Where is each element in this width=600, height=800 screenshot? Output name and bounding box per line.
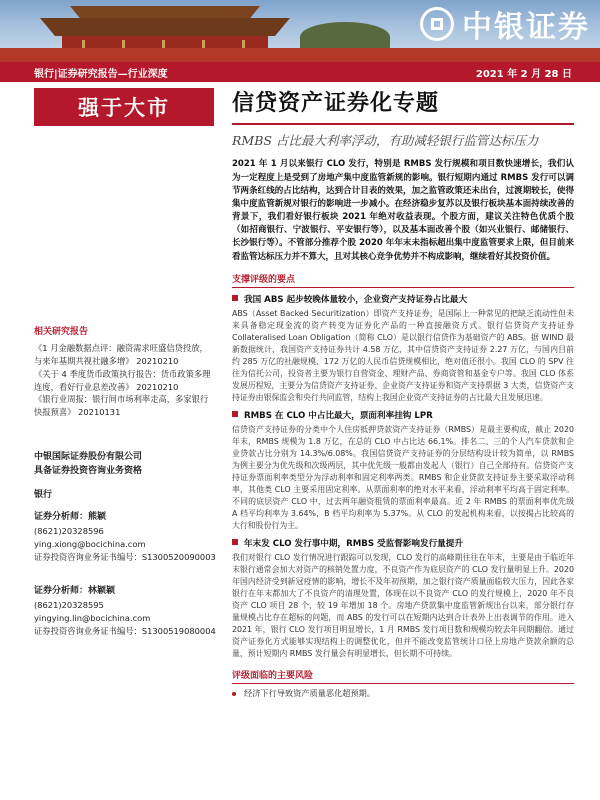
point-heading: RMBS 在 CLO 中占比最大，票面利率挂钩 LPR (232, 409, 574, 421)
header-banner-image (0, 0, 600, 62)
brand-logo (420, 2, 590, 46)
sidebar (34, 326, 216, 638)
point-body: ABS（Asset Backed Securitization）即资产支持证券，是国际上一种常见的把缺乏流动性但未来具备稳定现金流的资产转变为证券化产品的一种直接融资方式。银行信贷资产支持证券 Collateralised Loan Obligation（简称 CLO）是以银行信贷作为基础资产的 ABS。据 WIND 最新数据统计，我国资产支持证券共计 4.58 万亿，其中信贷资产支持证券 2.27 万亿，与国内目前约 285 万亿的社融规模、172 万亿的人民币信贷规模相比，绝对值还很小。我国 CLO 的 SPV 往往为信托公司，投资者主要为银行自营资金、理财产品、券商资管和基金专户等。我国 CLO 体系发展历程短，主要分为信贷资产支持证券、企业资产支持证券和资产支持票据 3 大类，信贷资产支持证券由银保监会和央行共同监管，结构上我国企业资产支持证券的占比最大且发展迅速。 (232, 308, 574, 402)
dot-bullet-icon (232, 692, 236, 696)
risk-heading: 评级面临的主要风险 (232, 671, 314, 682)
report-abstract: 2021 年 1 月以来银行 CLO 发行，特别是 RMBS 发行规模和项目数快速增长，我们认为一定程度上是受到了房地产集中度监管新规的影响。银行短期内通过 RMBS 发行可以调节两条红线的占比结构，达到合计目表的效果，加之监管政策还未出台，过渡期较长，使得集中度监管新规对银行的影响进一步减小。在经济稳步复苏以及银行板块基本面持续改善的背景下，我们看好银行板块 2021 年绝对收益表现。个股方面，建议关注特色优质个股（如招商银行、宁波银行、平安银行等），以及基本面改善个股（如兴业银行、邮储银行、长沙银行等）。不管部分推荐个股 2020 年年末未指标超出集中度监管要求上限，但目前来看监管达标压力并不算大，且对其核心竞争优势并不构成影响，继续看好其投资价值。 (232, 159, 574, 262)
palace-roof-lower (40, 18, 290, 36)
analyst-license: 证券投资咨询业务证书编号：S1300520090003 (34, 551, 216, 562)
square-bullet-icon (232, 411, 238, 417)
analyst-license: 证券投资咨询业务证书编号：S1300519080004 (34, 626, 216, 637)
analyst-phone: (8621)20328596 (34, 525, 104, 536)
analyst-card (34, 585, 216, 638)
analyst-name: 证券分析师：林颖颖 (34, 586, 116, 597)
square-bullet-icon (232, 539, 238, 545)
report-title: 信贷资产证券化专题 (232, 90, 440, 116)
related-report-item[interactable]: 《关于 4 季度货币政策执行报告：货币政策多理连度，看好行业息差改善》 20210210 (34, 368, 211, 392)
related-reports-heading: 相关研究报告 (34, 327, 89, 337)
related-report-item[interactable]: 《1 月金融数据点评：融资需求旺盛信贷投放，与来年基期共视社融多增》 20210210 (34, 342, 208, 366)
highlights-divider (232, 287, 574, 288)
analyst-email[interactable]: yingying.lin@bocichina.com (34, 613, 151, 624)
point-heading: 我国 ABS 起步较晚体量较小，企业资产支持证券占比最大 (232, 293, 574, 305)
palace-wall (0, 48, 600, 62)
report-series: 银行|证券研究报告—行业深度 (34, 68, 168, 80)
point-heading: 年末发 CLO 发行事中期，RMBS 受监督影响发行量提升 (232, 537, 574, 549)
point-body: 我们对银行 CLO 发行情况进行跟踪可以发现，CLO 发行的高峰期往往在年末，主要是由于临近年末银行通常会加大对资产的核销处置力度，不良资产作为底层资产的 CLO 发行量明显上升。2020 年国内经济受到新冠疫情的影响，增长不及年初预期，加之银行资产质量面临较大压力，因此各家银行在年末都加大了不良资产的清理处置，体现在以不良资产 CLO 的发行规模上，2020 年不良资产 CLO 项目 28 个，较 19 年增加 18 个。房地产贷款集中度监管新规出台以来，部分银行存量规模占比存在超标的问题，而 ABS 的发行可以在短期内达到合计表外上出表调节的作用。进入 2021 年，银行 CLO 发行项目明显增长，1 月 RMBS 发行项目数和规模均较去年同期翻倍。通过资产证券化方式能够实现结构上的调整优化，但并不能改变监管统计口径上房地产贷款余额的总量，预计短期内 RMBS 发行量会有明显增长，但长期不可持续。 (232, 553, 574, 659)
report-strip (0, 62, 600, 82)
palace-roof-upper (70, 6, 260, 20)
risk-divider (232, 683, 574, 684)
risk-item: 经济下行导致资产质量恶化超预期。 (232, 688, 574, 699)
point-block (232, 409, 574, 532)
main-column (232, 86, 574, 699)
report-subtitle: RMBS 占比最大利率浮动，有助减轻银行监管达标压力 (232, 133, 539, 148)
company-name: 中银国际证券股份有限公司 具备证券投资咨询业务资格 (34, 452, 143, 477)
brand-name: 中银证券 (462, 10, 590, 45)
point-body: 信贷资产支持证券的分类中个人住房抵押贷款资产支持证券（RMBS）是最主要构成，截止 2020 年末，RMBS 规模为 1.8 万亿，在总的 CLO 中占比达 66.1%。排名二、三的个人汽车贷款和企业贷款占比分别为 14.3%/6.08%。我国信贷资产支持证券的分层结构设计较为简单，以 RMBS 为例主要分为优先级和次级两层，其中优先级一般都由发起人（银行）自己全部持有。信贷资产支持证券票面利率类型分为浮动利率和固定利率两类。RMBS 和企业贷款支持证券主要采取浮动利率，其他类 CLO 主要采用固定利率。从票面利率的绝对水平来看，浮动利率平均高于固定利率。不同的底层资产 CLO 中，过去两年融资租赁的票面利率最高。近 2 年 RMBS 的票面利率优先级 A 档平均利率为 3.64%，B 档平均利率为 5.37%。从 CLO 的发起机构来看，以按揭占比较高的大行和股份行为主。 (232, 424, 574, 530)
analyst-phone: (8621)20328595 (34, 600, 104, 611)
sector-label: 银行 (34, 489, 53, 500)
point-block (232, 293, 574, 404)
analyst-card (34, 511, 216, 564)
analyst-email[interactable]: ying.xiong@bocichina.com (34, 538, 146, 549)
rating-badge: 强于大市 (34, 88, 214, 126)
title-divider (232, 123, 574, 125)
highlights-heading: 支撑评级的要点 (232, 274, 296, 285)
report-date: 2021 年 2 月 28 日 (475, 68, 572, 80)
square-bullet-icon (232, 295, 238, 301)
point-block (232, 537, 574, 660)
related-report-item[interactable]: 《银行业周报：银行间市场利率走高，多家银行快报预喜》 20210131 (34, 394, 209, 418)
boc-logo-icon (420, 7, 454, 41)
analyst-name: 证券分析师：熊颖 (34, 511, 107, 522)
